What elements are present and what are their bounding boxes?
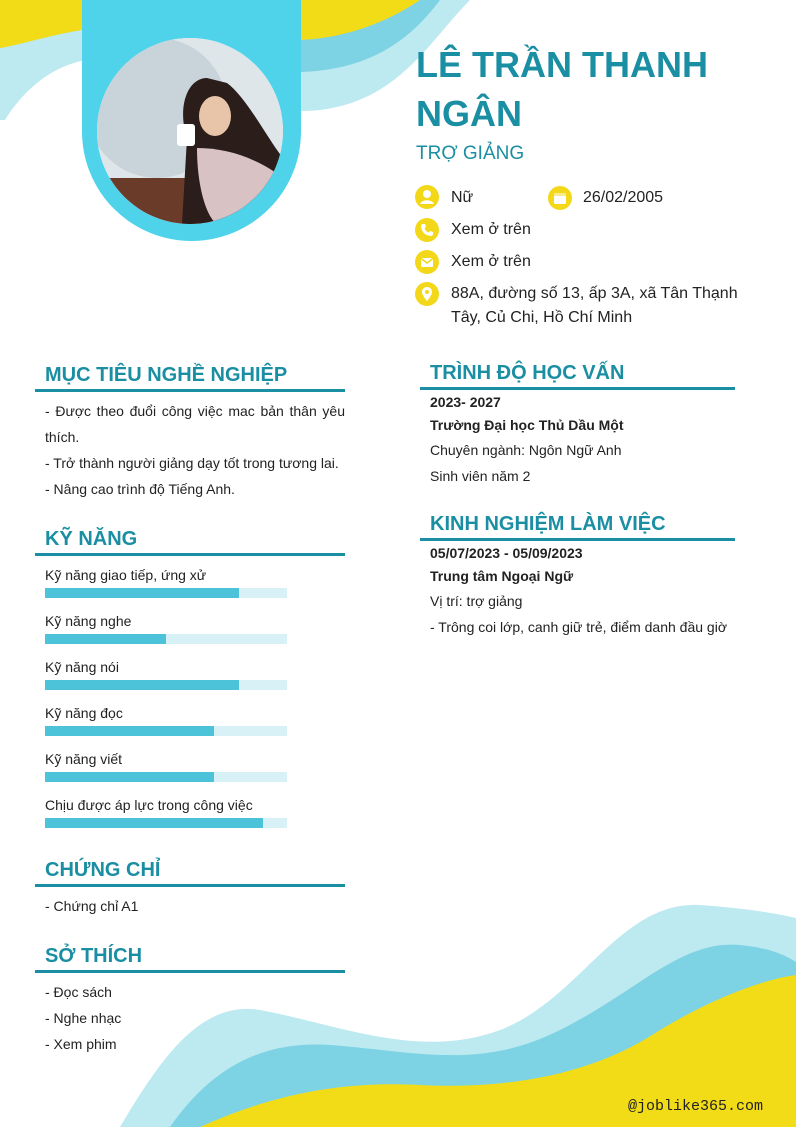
skill-bar xyxy=(45,634,287,644)
hobby-item: - Đọc sách xyxy=(45,984,112,1000)
skill-label: Chịu được áp lực trong công việc xyxy=(45,797,253,813)
skill-bar xyxy=(45,680,287,690)
experience-period: 05/07/2023 - 05/09/2023 xyxy=(430,545,583,561)
certificates-title: CHỨNG CHỈ xyxy=(45,859,161,881)
skill-bar xyxy=(45,588,287,598)
objective-item: - Được theo đuổi công việc mac bản thân yêu thích. xyxy=(45,403,345,445)
education-major: Chuyên ngành: Ngôn Ngữ Anh xyxy=(430,442,622,458)
profile-photo-image xyxy=(97,38,283,224)
objective-item: - Nâng cao trình độ Tiếng Anh. xyxy=(45,481,235,497)
email-icon xyxy=(415,250,439,274)
experience-company: Trung tâm Ngoại Ngữ xyxy=(430,568,574,584)
skill-bar-fill xyxy=(45,634,166,644)
objective-item: - Trở thành người giảng dạy tốt trong tương lai. xyxy=(45,455,339,471)
address-value: 88A, đường số 13, ấp 3A, xã Tân Thạnh Tây, Củ Chi, Hồ Chí Minh xyxy=(451,285,738,326)
candidate-name: LÊ TRẦN THANH NGÂN xyxy=(416,44,708,134)
skill-label: Kỹ năng nghe xyxy=(45,613,132,629)
user-icon xyxy=(415,185,439,209)
skill-bar-fill xyxy=(45,726,214,736)
phone-value: Xem ở trên xyxy=(451,221,531,238)
skill-bar xyxy=(45,726,287,736)
skill-bar xyxy=(45,772,287,782)
experience-duty: - Trông coi lớp, canh giữ trẻ, điểm danh đầu giờ xyxy=(430,619,728,635)
skill-label: Kỹ năng giao tiếp, ứng xử xyxy=(45,567,207,583)
education-period: 2023- 2027 xyxy=(430,394,501,410)
skill-label: Kỹ năng đọc xyxy=(45,705,123,721)
skills-rule xyxy=(35,553,345,556)
skill-bar-fill xyxy=(45,818,263,828)
hobby-item: - Nghe nhạc xyxy=(45,1010,122,1026)
experience-position: Vị trí: trợ giảng xyxy=(430,593,523,609)
candidate-role: TRỢ GIẢNG xyxy=(416,143,525,164)
objective-list xyxy=(45,398,345,502)
skill-label: Kỹ năng viết xyxy=(45,751,123,767)
gender-value: Nữ xyxy=(451,189,474,206)
objective-title: MỤC TIÊU NGHỀ NGHIỆP xyxy=(45,364,288,386)
hobbies-title: SỞ THÍCH xyxy=(45,945,143,967)
skill-bar-fill xyxy=(45,680,239,690)
location-icon xyxy=(415,282,439,306)
dob-value: 26/02/2005 xyxy=(583,189,664,206)
phone-icon xyxy=(415,218,439,242)
skill-bar xyxy=(45,818,287,828)
skill-label: Kỹ năng nói xyxy=(45,659,119,675)
email-value: Xem ở trên xyxy=(451,253,531,270)
hobby-item: - Xem phim xyxy=(45,1036,117,1052)
certificates-rule xyxy=(35,884,345,887)
skill-bar-fill xyxy=(45,588,239,598)
skills-title: KỸ NĂNG xyxy=(45,528,138,550)
experience-title: KINH NGHIỆM LÀM VIỆC xyxy=(430,513,666,535)
education-title: TRÌNH ĐỘ HỌC VẤN xyxy=(430,362,625,384)
education-school: Trường Đại học Thủ Dầu Một xyxy=(430,417,624,433)
skill-bar-fill xyxy=(45,772,214,782)
site-watermark: @joblike365.com xyxy=(628,1098,764,1115)
profile-photo xyxy=(97,38,283,224)
certificate-item: - Chứng chỉ A1 xyxy=(45,898,139,914)
education-note: Sinh viên năm 2 xyxy=(430,468,531,484)
calendar-icon xyxy=(548,186,572,210)
hobbies-rule xyxy=(35,970,345,973)
objective-rule xyxy=(35,389,345,392)
